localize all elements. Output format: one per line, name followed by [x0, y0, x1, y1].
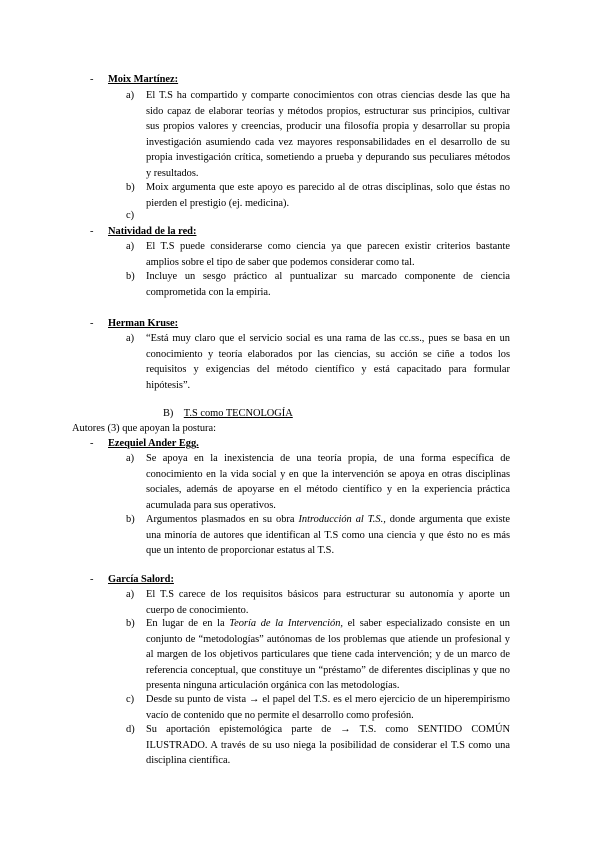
item-label: b) [126, 182, 135, 193]
author-moix-martinez: Moix Martínez: [108, 74, 179, 85]
list-item [126, 512, 510, 559]
list-item [126, 180, 510, 211]
section-prefix: B) [163, 408, 174, 419]
list-item [126, 692, 510, 723]
item-text-post: el saber especializado consiste en un conjunto de “metodologías” autónomas de los problemas que atiende un profesional y al margen de los objetivos particulares que tiene cada intervención; y de un marco de referencia conceptual, que constituye un “préstamo” de diferentes disciplinas y que no presenta ninguna articulación orgánica con las metodologías. [146, 618, 510, 691]
bullet-dash: - [90, 574, 94, 585]
item-text: Se apoya en la inexistencia de una teoría propia, de una forma específica de conocimiento en la vida social y en que la intervención se apoya en otras disciplinas sociales, además de apoyarse en el método científico y en la experiencia práctica acumulada para sus operativos. [146, 453, 510, 511]
item-text: Desde su punto de vista → el papel del T.S. es el mero ejercicio de un hiperempirismo vacío de contenido que no permite el desarrollo como profesión. [146, 694, 510, 721]
item-text [146, 512, 510, 559]
item-label: a) [126, 453, 135, 464]
author-herman-kruse: Herman Kruse: [108, 318, 179, 329]
item-text-post: donde argumenta que existe una minoría de autores que identifican al T.S como una ciencia y que ésto no es más que un intento de proporcionar estatus al T.S. [146, 514, 511, 556]
item-label: b) [126, 271, 135, 282]
list-item [126, 451, 510, 513]
author-ezequiel-ander-egg: Ezequiel Ander Egg. [108, 438, 199, 449]
work-title: Introducción al T.S., [298, 514, 386, 525]
list-item [126, 239, 510, 270]
bullet-dash: - [90, 74, 94, 85]
item-label: b) [126, 514, 135, 525]
section-heading [163, 406, 293, 422]
list-item [126, 88, 510, 181]
item-text: El T.S puede considerarse como ciencia ya que parecen existir criterios bastante amplios sobre el tipo de saber que podemos considerar como tal. [146, 241, 510, 268]
item-text [146, 616, 510, 694]
list-item [126, 616, 510, 694]
work-title: Teoría de la Intervención, [229, 618, 343, 629]
item-text: Incluye un sesgo práctico al puntualizar su marcado componente de ciencia comprometida con la empiria. [146, 271, 510, 298]
list-item [126, 269, 510, 300]
author-garcia-salord: García Salord: [108, 574, 174, 585]
list-item [126, 587, 510, 618]
item-label: a) [126, 241, 135, 252]
section-intro: Autores (3) que apoyan la postura: [72, 423, 216, 434]
item-label: a) [126, 333, 135, 344]
item-label: a) [126, 90, 135, 101]
item-text: Moix argumenta que este apoyo es parecido al de otras disciplinas, solo que éstas no pierden el prestigio (ej. medicina). [146, 182, 510, 209]
section-title: T.S como TECNOLOGÍA [183, 408, 293, 419]
item-label: c) [126, 694, 135, 705]
item-label: c) [126, 210, 135, 221]
list-item [126, 722, 510, 769]
item-text-pre: En lugar de en la [146, 618, 230, 629]
list-item [126, 331, 510, 393]
item-label: a) [126, 589, 135, 600]
item-text-pre: Argumentos plasmados en su obra [146, 514, 299, 525]
bullet-dash: - [90, 318, 94, 329]
item-label: b) [126, 618, 135, 629]
author-natividad-de-la-red: Natividad de la red: [108, 226, 197, 237]
item-text: El T.S carece de los requisitos básicos para estructurar su autonomía y aporte un cuerpo de conocimiento. [146, 589, 510, 616]
item-label: d) [126, 724, 135, 735]
item-text: Su aportación epistemológica parte de → T.S. como SENTIDO COMÚN ILUSTRADO. A través de su uso niega la posibilidad de considerar el T.S como una disciplina científica. [146, 724, 510, 766]
item-text: El T.S ha compartido y comparte conocimientos con otras ciencias desde las que ha sido capaz de elaborar teorías y métodos propios, estructurar sus principios, cultivar sus propios valores y creencias, producir una filosofía propia y desarrollar su propia investigación asumiendo cada vez mayores responsabilidades en el desarrollo de su propia investigación crítica, sometiendo a prueba y depurando sus peculiares métodos y resultados. [146, 90, 510, 179]
bullet-dash: - [90, 226, 94, 237]
bullet-dash: - [90, 438, 94, 449]
item-text: “Está muy claro que el servicio social es una rama de las cc.ss., pues se basa en un conocimiento y teoría elaborados por las ciencias, su acción se ciñe a todos los requisitos y exigencias del método científico y está capacitado para formular hipótesis”. [146, 333, 510, 391]
